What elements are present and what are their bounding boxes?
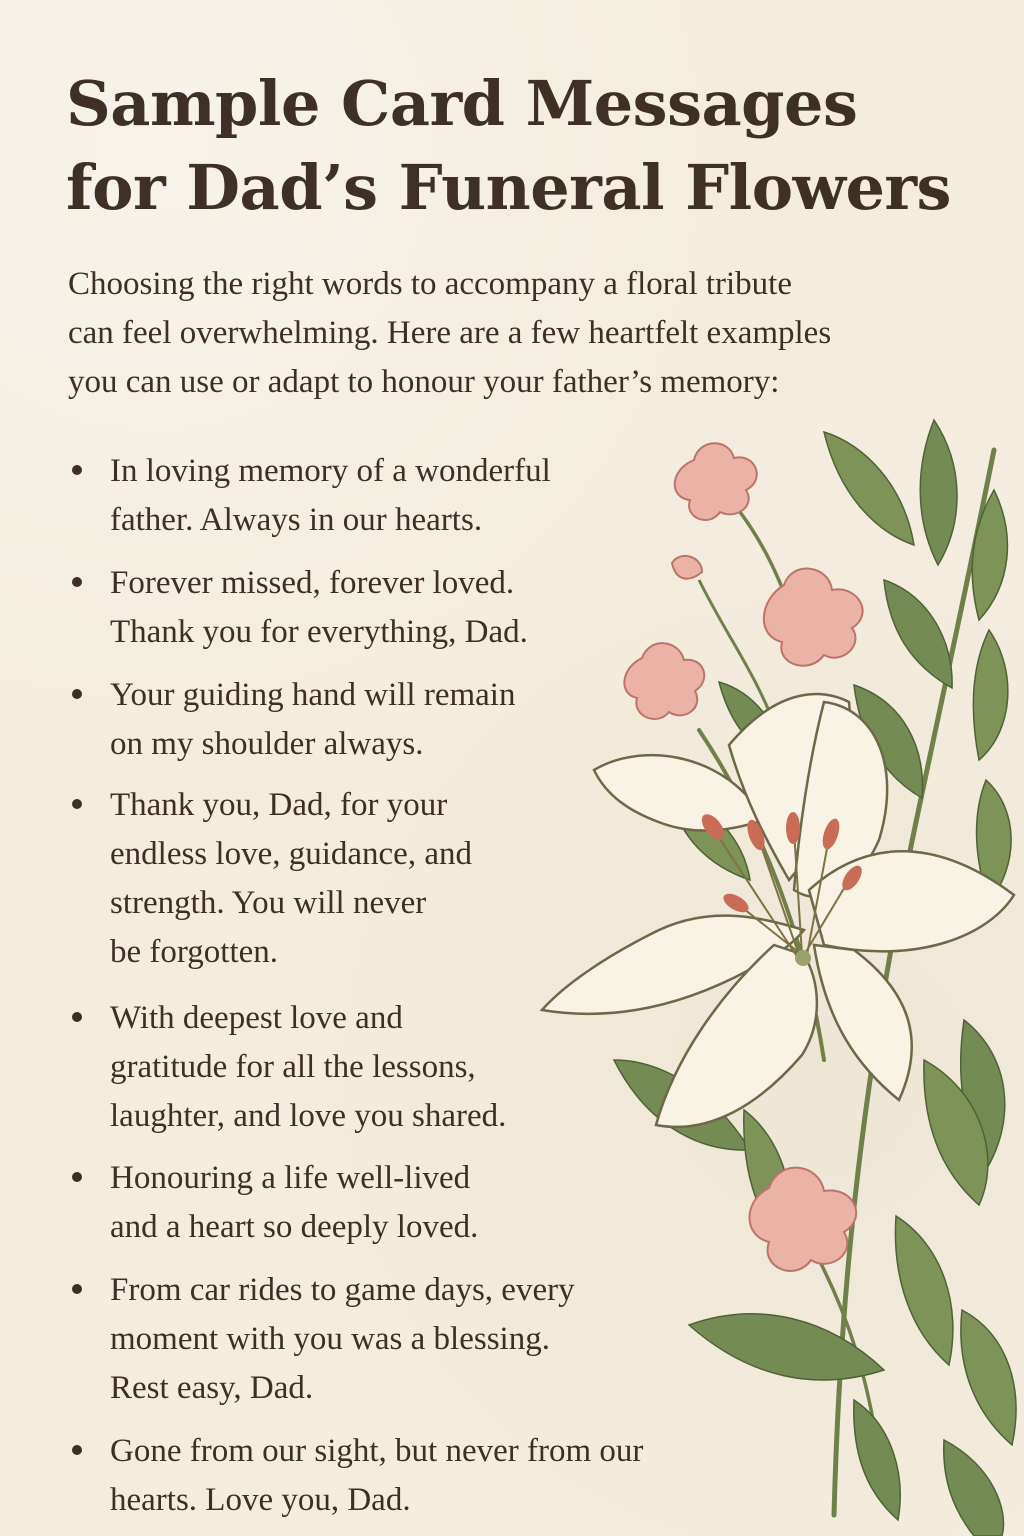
message-item (72, 1427, 832, 1525)
bullet-icon (72, 577, 82, 587)
bullet-icon (72, 1012, 82, 1022)
message-line: With deepest love and (110, 1000, 403, 1036)
message-line: In loving memory of a wonderful (110, 453, 551, 489)
intro-paragraph (68, 260, 998, 407)
message-line: Your guiding hand will remain (110, 677, 516, 713)
bullet-icon (72, 1284, 82, 1294)
message-item (72, 559, 832, 657)
intro-line-1: Choosing the right words to accompany a floral tribute (68, 266, 793, 302)
title-line-2: for Dad’s Funeral Flowers (66, 151, 951, 224)
bullet-icon (72, 1445, 82, 1455)
message-line: Thank you for everything, Dad. (110, 614, 528, 650)
message-line: Rest easy, Dad. (110, 1370, 314, 1406)
message-line: laughter, and love you shared. (110, 1098, 507, 1134)
message-line: be forgotten. (110, 934, 279, 970)
message-item (72, 447, 832, 545)
message-line: gratitude for all the lessons, (110, 1049, 476, 1085)
message-line: and a heart so deeply loved. (110, 1209, 479, 1245)
message-item (72, 781, 832, 977)
message-item (72, 994, 832, 1141)
bullet-icon (72, 465, 82, 475)
bullet-icon (72, 1172, 82, 1182)
bullet-icon (72, 689, 82, 699)
message-line: Thank you, Dad, for your (110, 787, 448, 823)
message-line: moment with you was a blessing. (110, 1321, 550, 1357)
message-line: endless love, guidance, and (110, 836, 472, 872)
message-item (72, 1154, 832, 1252)
message-line: Forever missed, forever loved. (110, 565, 515, 601)
message-line: hearts. Love you, Dad. (110, 1482, 411, 1518)
message-line: Honouring a life well-lived (110, 1160, 471, 1196)
message-item (72, 671, 832, 769)
intro-line-2: can feel overwhelming. Here are a few heartfelt examples (68, 315, 832, 351)
message-line: Gone from our sight, but never from our (110, 1433, 644, 1469)
title-line-1: Sample Card Messages (66, 67, 858, 140)
bullet-icon (72, 799, 82, 809)
message-line: From car rides to game days, every (110, 1272, 575, 1308)
page-title (66, 62, 966, 230)
message-line: on my shoulder always. (110, 726, 424, 762)
message-line: strength. You will never (110, 885, 427, 921)
message-item (72, 1266, 832, 1413)
message-line: father. Always in our hearts. (110, 502, 483, 538)
intro-line-3: you can use or adapt to honour your father’s memory: (68, 364, 780, 400)
